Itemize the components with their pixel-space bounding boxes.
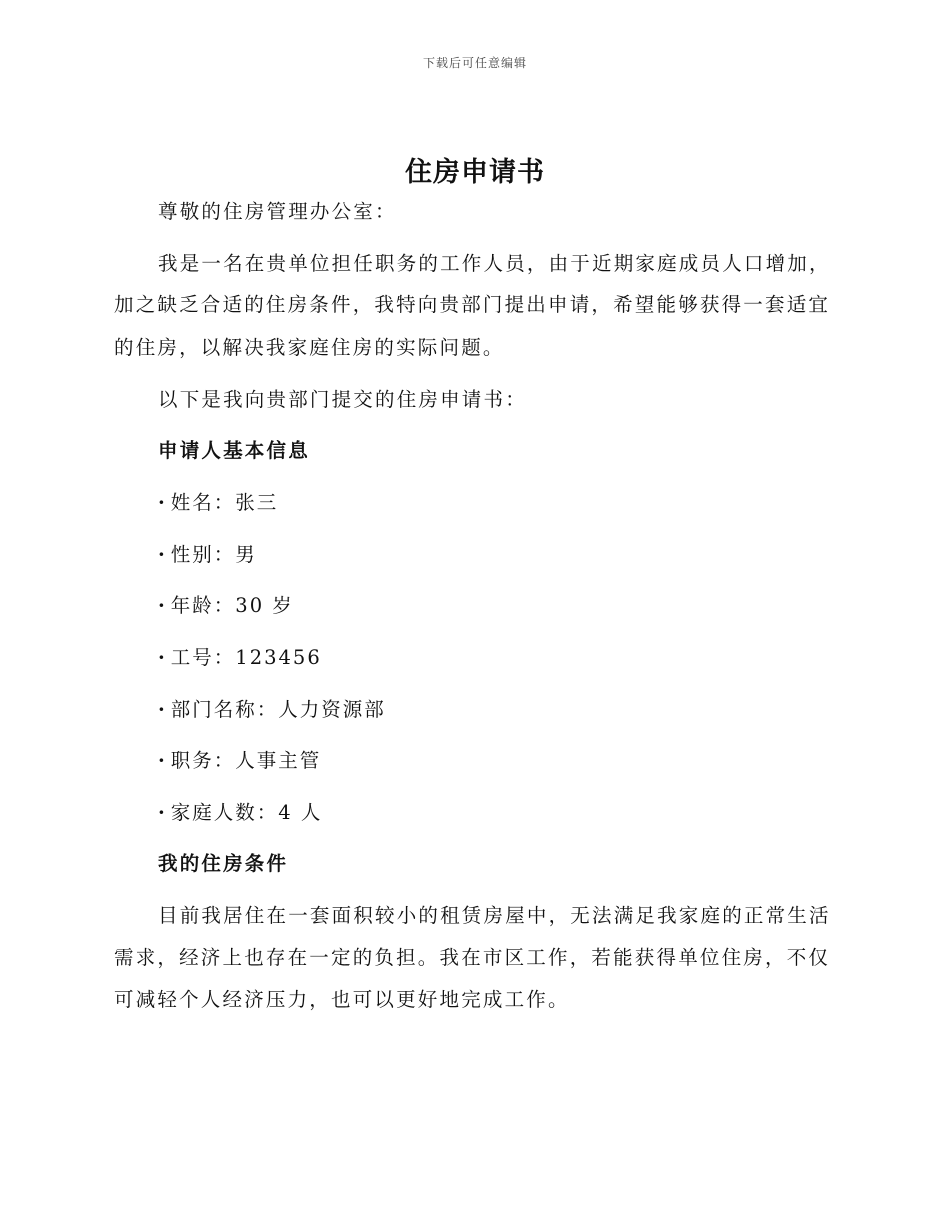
bullet-icon: ·: [158, 491, 167, 514]
section-heading-applicant-info: 申请人基本信息: [158, 439, 310, 462]
bullet-icon: ·: [158, 801, 167, 824]
list-item: [158, 648, 322, 668]
list-item-text: 家庭人数：4 人: [170, 801, 323, 824]
document-title: 住房申请书: [405, 157, 545, 188]
list-item-text: 年龄：30 岁: [170, 594, 294, 617]
bullet-icon: ·: [158, 749, 167, 772]
intro-line-3: 的住房，以解决我家庭住房的实际问题。: [114, 336, 505, 359]
bullet-icon: ·: [158, 698, 167, 721]
list-item-text: 部门名称：人力资源部: [170, 698, 386, 721]
bullet-icon: ·: [158, 646, 167, 669]
intro-line-1: 我是一名在贵单位担任职务的工作人员，由于近期家庭成员人口增加，: [158, 252, 831, 275]
bullet-icon: ·: [158, 543, 167, 566]
housing-line-2: 需求，经济上也存在一定的负担。我在市区工作，若能获得单位住房，不仅: [114, 946, 831, 969]
list-item-text: 姓名：张三: [170, 491, 279, 514]
list-item: [158, 700, 386, 720]
bullet-icon: ·: [158, 594, 167, 617]
list-item-text: 职务：人事主管: [170, 749, 322, 772]
header-note: 下载后可任意编辑: [422, 56, 527, 70]
housing-line-1: 目前我居住在一套面积较小的租赁房屋中，无法满足我家庭的正常生活: [158, 904, 831, 927]
list-item: [158, 803, 322, 823]
section-heading-housing-conditions: 我的住房条件: [158, 852, 289, 875]
list-item-text: 工号：123456: [170, 646, 322, 669]
list-item-text: 性别：男: [170, 543, 257, 566]
lead-in: 以下是我向贵部门提交的住房申请书：: [158, 388, 527, 411]
salutation: 尊敬的住房管理办公室：: [158, 200, 397, 223]
list-item: [158, 493, 278, 513]
list-item: [158, 596, 294, 616]
list-item: [158, 751, 321, 771]
intro-line-2: 加之缺乏合适的住房条件，我特向贵部门提出申请，希望能够获得一套适宜: [114, 293, 831, 316]
housing-line-3: 可减轻个人经济压力，也可以更好地完成工作。: [114, 988, 570, 1011]
list-item: [158, 545, 257, 565]
